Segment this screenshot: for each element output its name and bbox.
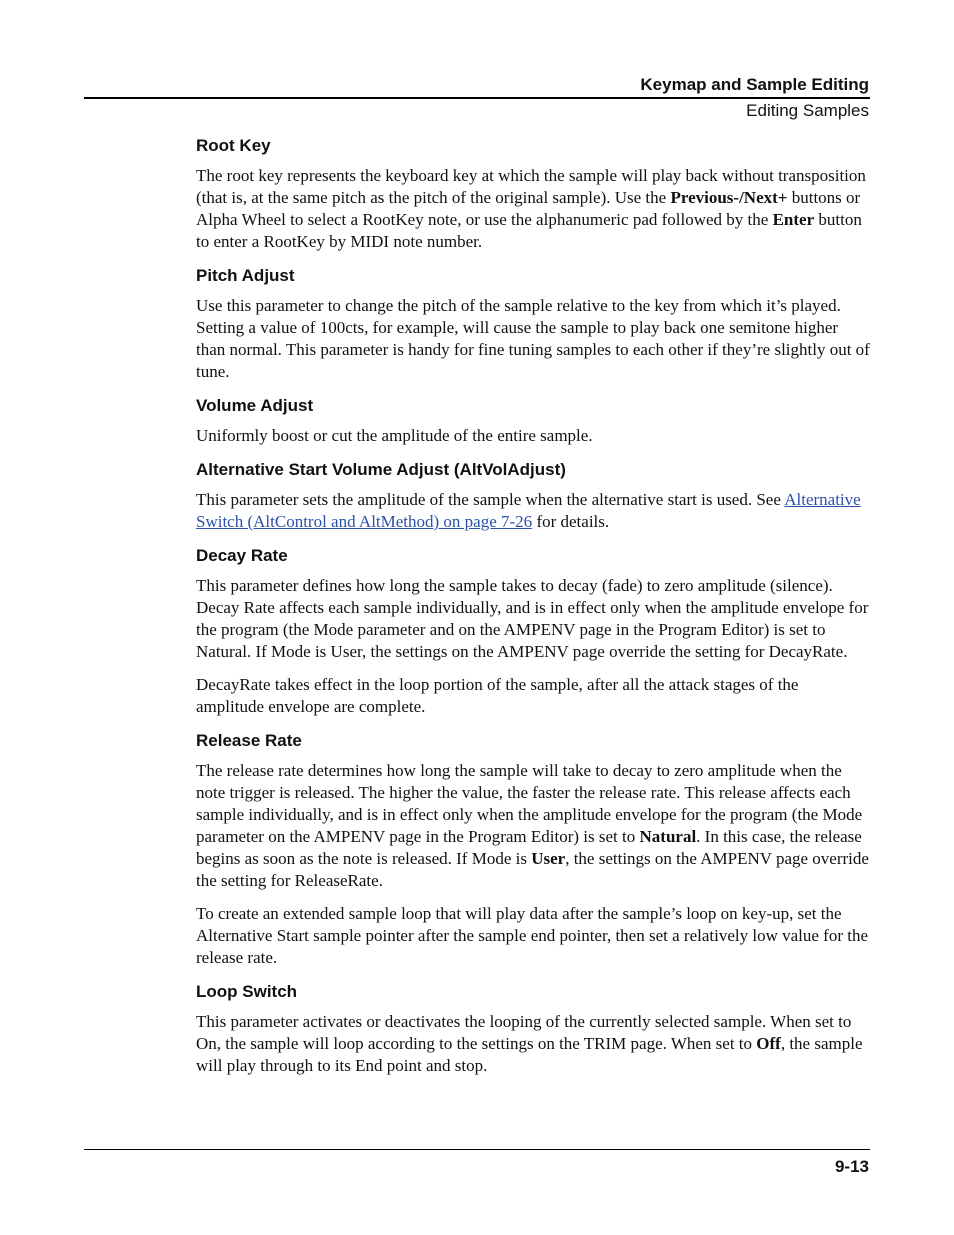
volume-adjust-paragraph: Uniformly boost or cut the amplitude of the entire sample. bbox=[196, 426, 593, 445]
section-alt-start bbox=[196, 458, 870, 533]
text-run: The release rate determines how long the sample will take to decay to zero amplitude when the note trigger is released. The higher the value, the faster the release rate. This release affects each sample individually, and is in effect only when the amplitude envelope for the program (the Mode parameter on the AMPENV page in the Program Editor) is set to bbox=[196, 761, 863, 846]
cross-reference-link[interactable]: Alternative Switch (AltControl and AltMethod) on page 7-26 bbox=[196, 490, 861, 531]
release-rate-paragraph-2: To create an extended sample loop that will play data after the sample’s loop on key-up, set the Alternative Start sample pointer after the sample end pointer, then set a relatively low value for the release rate. bbox=[196, 904, 868, 967]
decay-rate-paragraph-2: DecayRate takes effect in the loop portion of the sample, after all the attack stages of the amplitude envelope are complete. bbox=[196, 675, 799, 716]
heading-pitch-adjust: Pitch Adjust bbox=[196, 266, 295, 285]
header-rule bbox=[84, 97, 870, 99]
bold-term: User bbox=[531, 849, 566, 868]
root-key-paragraph bbox=[196, 165, 870, 253]
text-run: The root key represents the keyboard key at which the sample will play back without transposition (that is, at the same pitch as the pitch of the original sample). Use the bbox=[196, 166, 866, 207]
text-run: for details. bbox=[532, 512, 610, 531]
heading-loop-switch: Loop Switch bbox=[196, 982, 298, 1001]
chapter-title: Keymap and Sample Editing bbox=[640, 75, 869, 94]
section-decay-rate bbox=[196, 544, 870, 718]
heading-alt-start: Alternative Start Volume Adjust (AltVolAdjust) bbox=[196, 460, 566, 479]
heading-volume-adjust: Volume Adjust bbox=[196, 396, 314, 415]
bold-term: Off bbox=[756, 1034, 781, 1053]
decay-rate-paragraph-1: This parameter defines how long the sample takes to decay (fade) to zero amplitude (silence). Decay Rate affects each sample individually, and is in effect only when the amplitude envelope for the program (the Mode parameter and on the AMPENV page in the Program Editor) is set to Natural. If Mode is User, the settings on the AMPENV page override the setting for DecayRate. bbox=[196, 576, 869, 661]
alt-start-paragraph bbox=[196, 489, 870, 533]
text-run: button to enter a RootKey by MIDI note number. bbox=[196, 210, 862, 251]
release-rate-paragraph-1 bbox=[196, 760, 870, 892]
page-number: 9-13 bbox=[834, 1157, 869, 1176]
section-volume-adjust bbox=[196, 394, 870, 447]
text-run: This parameter sets the amplitude of the sample when the alternative start is used. See bbox=[196, 490, 785, 509]
text-run: , the settings on the AMPENV page override the setting for ReleaseRate. bbox=[196, 849, 869, 890]
page-body bbox=[196, 134, 870, 1088]
text-run: , the sample will play through to its End point and stop. bbox=[196, 1034, 863, 1075]
text-run: . In this case, the release begins as soon as the note is released. If Mode is bbox=[196, 827, 862, 868]
section-title: Editing Samples bbox=[746, 101, 869, 120]
section-root-key bbox=[196, 134, 870, 253]
loop-switch-paragraph bbox=[196, 1011, 870, 1077]
bold-term: Previous-/Next+ bbox=[670, 188, 788, 207]
pitch-adjust-paragraph: Use this parameter to change the pitch of the sample relative to the key from which it’s played. Setting a value of 100cts, for example, will cause the sample to play back one semitone higher than normal. This parameter is handy for fine tuning samples to each other if they’re slightly out of tune. bbox=[196, 296, 870, 381]
heading-decay-rate: Decay Rate bbox=[196, 546, 288, 565]
footer-rule bbox=[84, 1149, 870, 1150]
text-run: buttons or Alpha Wheel to select a RootKey note, or use the alphanumeric pad followed by the bbox=[196, 188, 861, 229]
section-pitch-adjust bbox=[196, 264, 870, 383]
heading-root-key: Root Key bbox=[196, 136, 271, 155]
bold-term: Natural bbox=[639, 827, 697, 846]
heading-release-rate: Release Rate bbox=[196, 731, 302, 750]
text-run: This parameter activates or deactivates the looping of the currently selected sample. When set to On, the sample will loop according to the settings on the TRIM page. When set to bbox=[196, 1012, 852, 1053]
section-loop-switch bbox=[196, 980, 870, 1077]
bold-term: Enter bbox=[772, 210, 815, 229]
section-release-rate bbox=[196, 729, 870, 969]
